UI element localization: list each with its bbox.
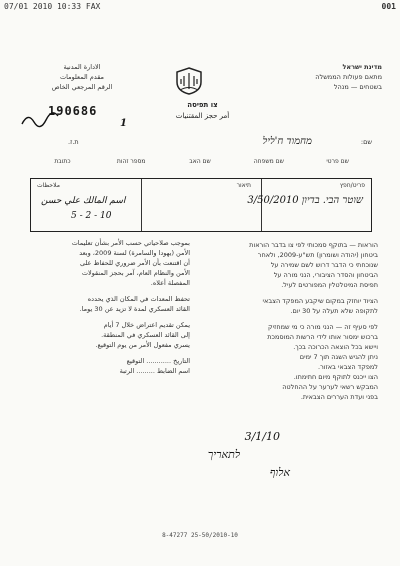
form-number: 190686 bbox=[48, 104, 98, 118]
body-line: المفصلة أعلاه. bbox=[150, 279, 190, 287]
body-line: המבקש רשאי לערער על ההחלטה bbox=[282, 383, 378, 391]
body-line: ויישא בכל הוצאה הכרוכה בכך. bbox=[293, 343, 378, 351]
box-entry-hebrew: שוטר הבי. בדיון 3/50/2010 bbox=[247, 195, 363, 206]
field-columns bbox=[28, 158, 372, 170]
scribble-mark-icon bbox=[20, 110, 60, 130]
state-emblem-icon bbox=[172, 66, 206, 96]
body-line: לפי סעיף זה — הנני מורה כי מי שמחזיק bbox=[268, 323, 378, 331]
header-arabic-line: الادارة المدنية bbox=[63, 63, 101, 71]
name-field-row bbox=[28, 138, 372, 152]
handwritten-signature: לתאריך bbox=[207, 448, 240, 461]
order-title bbox=[130, 100, 275, 122]
body-line: تحفظ المعدات في المكان الذي يحدده bbox=[87, 295, 190, 303]
body-line: يسري مفعول الأمر من يوم التوقيع. bbox=[95, 341, 190, 349]
header-arabic bbox=[22, 62, 142, 92]
body-line: בפני ועדת העררים הצבאית. bbox=[300, 393, 378, 401]
header-arabic-line: الرقم المرجعي الخاص bbox=[51, 83, 113, 91]
body-line: القائد العسكري لمدة لا تزيد عن 30 يوما. bbox=[79, 305, 190, 313]
body-line: הצו ייכנס לתוקף מיום חתימתו. bbox=[293, 373, 378, 381]
col-family-name: שם משפחה bbox=[253, 158, 284, 165]
header-hebrew-line: מתאם פעולות הממשלה bbox=[315, 73, 382, 81]
body-line: اسم الضابط ......... الرتبة bbox=[119, 367, 190, 375]
order-title-arabic: أمر حجز المقتنيات bbox=[175, 112, 230, 120]
footer-reference: 8-47277 25-50/2010-10 bbox=[162, 532, 238, 539]
handwritten-date: 3/1/10 bbox=[244, 430, 280, 443]
box-entry-arabic: اسم المالك علي حسن bbox=[41, 196, 126, 206]
body-line: أن اقتنعت بأن الأمر ضروري للحفاظ على bbox=[79, 259, 190, 267]
hebrew-body-text bbox=[198, 240, 378, 402]
box-divider bbox=[141, 179, 142, 231]
header-hebrew-line: מדינת ישראל bbox=[342, 63, 382, 71]
body-line: إلى القائد العسكري في المنطقة. bbox=[101, 331, 190, 339]
body-line: التاريخ ............ التوقيع bbox=[126, 357, 190, 365]
header-hebrew bbox=[262, 62, 382, 92]
body-line: الأمن والنظام العام، آمر بحجز المنقولات bbox=[81, 269, 190, 277]
header-arabic-line: مقدم المعلومات bbox=[59, 73, 105, 81]
body-line: ברכוש ימסור אותו לידי הרשות המוסמכת bbox=[267, 333, 378, 341]
items-box bbox=[30, 178, 372, 232]
body-line: שנוכחתי כי הדבר דרוש לשם שמירה על bbox=[270, 261, 378, 269]
body-line: ביטחון (יהודה ושומרון) תש"ע-2009, ולאחר bbox=[257, 251, 378, 259]
fax-header bbox=[4, 2, 396, 12]
col-first-name: שם פרטי bbox=[326, 158, 349, 165]
box-label-desc: תיאור bbox=[236, 182, 251, 189]
body-line: למפקד הצבאי באזור. bbox=[318, 363, 378, 371]
col-id-number: מספר זהות bbox=[116, 158, 146, 165]
body-line: يمكن تقديم اعتراض خلال 7 أيام bbox=[103, 321, 190, 329]
body-line: הוראות — בתוקף סמכותי לפי צו בדבר הוראות bbox=[249, 241, 378, 249]
id-label: ת.ז. bbox=[68, 138, 79, 146]
box-entry-date: 5 - 2 - 10 bbox=[71, 211, 112, 221]
handwritten-rank: אלוף bbox=[269, 466, 290, 479]
body-line: לתקופה שלא תעלה על 30 יום. bbox=[290, 307, 378, 315]
fax-timestamp: 07/01 2010 10:33 FAX bbox=[4, 2, 101, 11]
body-line: הביטחון והסדר הציבורי, הנני מורה על bbox=[273, 271, 378, 279]
body-line: הציוד יוחזק במקום שיקבע המפקד הצבאי bbox=[262, 297, 378, 305]
order-title-hebrew: צו תפיסה bbox=[187, 101, 218, 109]
body-line: ניתן להגיש השגה תוך 7 ימים bbox=[299, 353, 378, 361]
arabic-body-text bbox=[22, 238, 190, 376]
fax-page-number: 001 bbox=[381, 2, 396, 11]
body-line: תפיסת המיטלטלין המפורטים לעיל. bbox=[281, 281, 378, 289]
col-father-name: שם האב bbox=[189, 158, 211, 165]
body-line: بموجب صلاحياتي حسب الأمر بشأن تعليمات bbox=[71, 239, 190, 247]
header-hebrew-line: בשטחים — מנהל bbox=[333, 83, 382, 91]
name-label: שם: bbox=[360, 138, 372, 146]
handwritten-ref-number: 1 bbox=[120, 118, 127, 129]
body-line: الأمن (يهودا والسامرة) لسنة 2009، وبعد bbox=[79, 249, 190, 257]
box-label-notes: ملاحظات bbox=[37, 182, 60, 189]
handwritten-name: מחמוד ח'ליל bbox=[262, 136, 312, 147]
col-address: כתובת bbox=[54, 158, 71, 165]
box-label-item: פריט/חפץ bbox=[339, 182, 365, 189]
